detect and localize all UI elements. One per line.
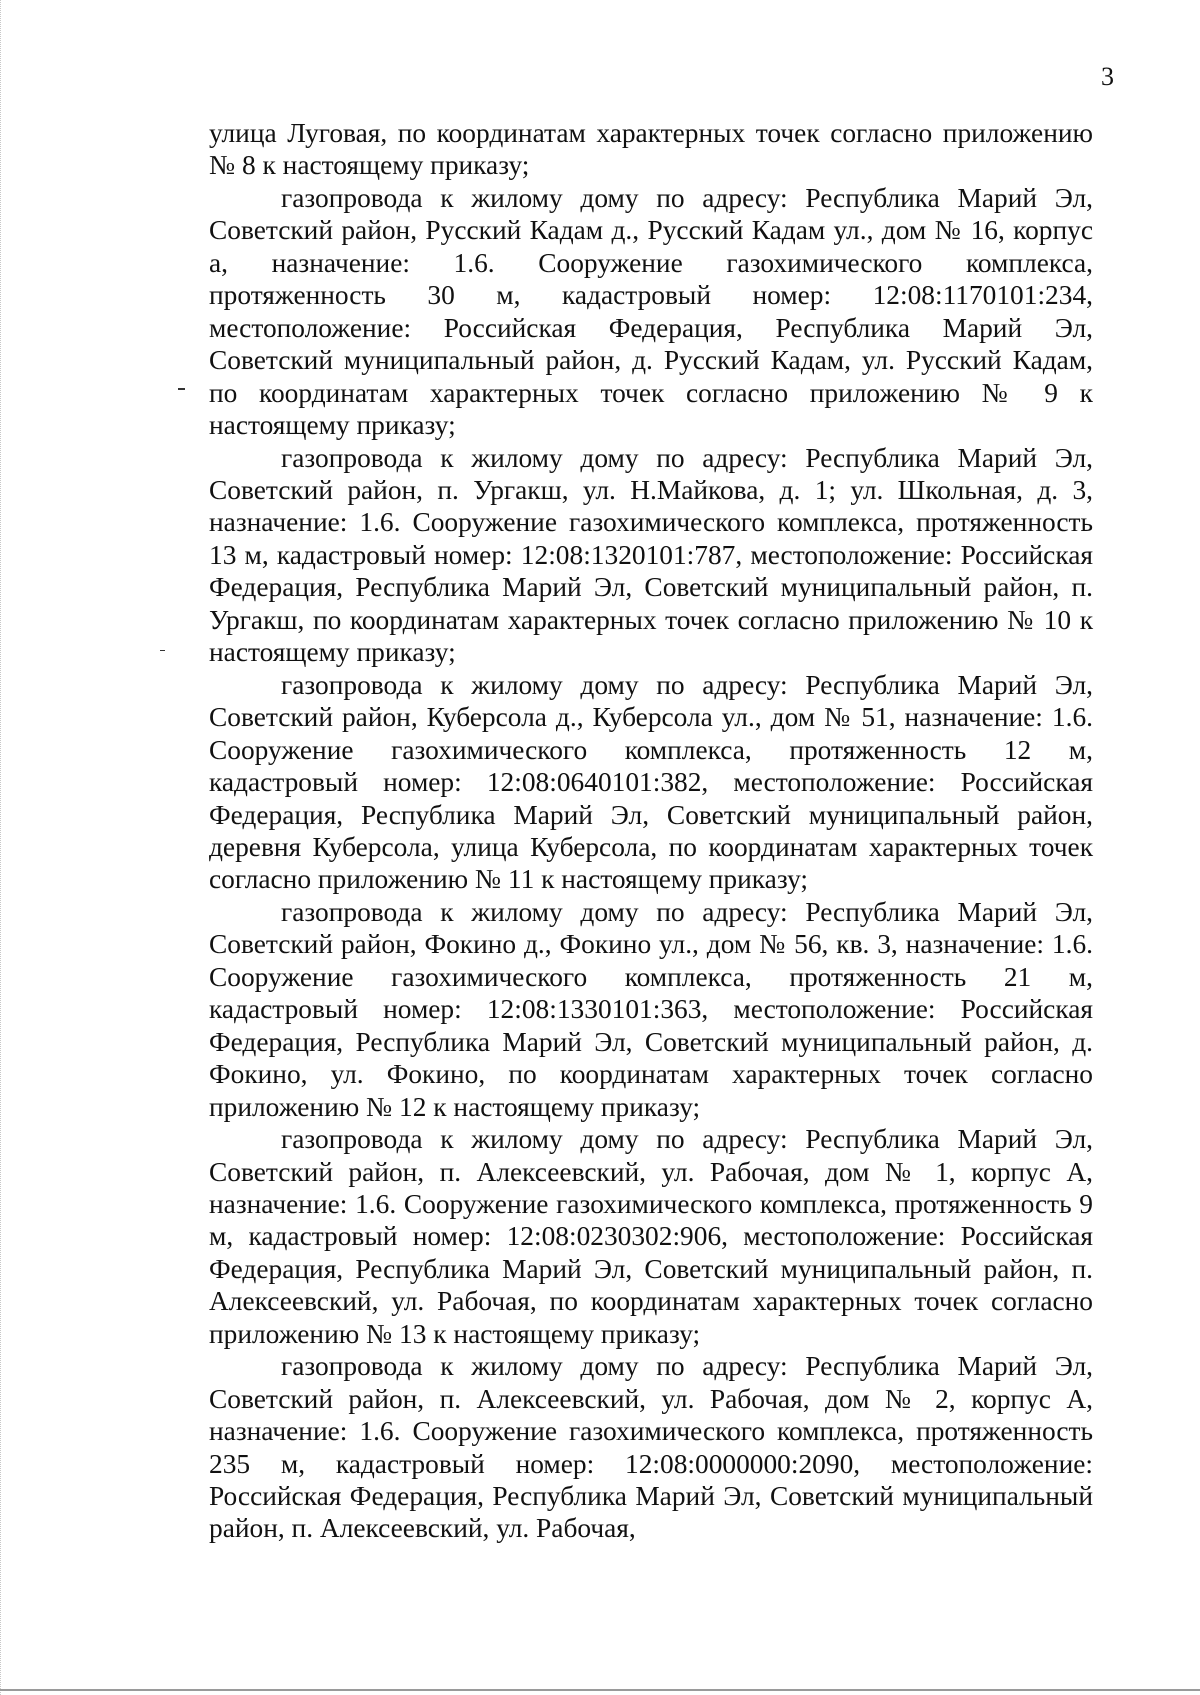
paragraph-item: газопровода к жилому дому по адресу: Республика Марий Эл, Советский район, Куберсола д., Куберсола ул., дом № 51, назначение: 1.6. Сооружение газохимического комплекса, протяженность 12 м, кадастровый номер: 12:08:0640101:382, местоположение: Российская Федерация, Республика Марий Эл, Советский муниципальный район, деревня Куберсола, улица Куберсола, по координатам характерных точек согласно приложению № 11 к настоящему приказу; [209,669,1093,895]
document-body [209,117,1093,1545]
paragraph-item: газопровода к жилому дому по адресу: Республика Марий Эл, Советский район, п. Ургакш, ул. Н.Майкова, д. 1; ул. Школьная, д. 3, назначение: 1.6. Сооружение газохимического комплекса, протяженность 13 м, кадастровый номер: 12:08:1320101:787, местоположение: Российская Федерация, Республика Марий Эл, Советский муниципальный район, п. Ургакш, по координатам характерных точек согласно приложению № 10 к настоящему приказу; [209,442,1093,668]
paragraph-item: газопровода к жилому дому по адресу: Республика Марий Эл, Советский район, п. Алексеевский, ул. Рабочая, дом № 2, корпус А, назначение: 1.6. Сооружение газохимического комплекса, протяженность 235 м, кадастровый номер: 12:08:0000000:2090, местоположение: Российская Федерация, Республика Марий Эл, Советский муниципальный район, п. Алексеевский, ул. Рабочая, [209,1351,1093,1544]
paragraph-item: газопровода к жилому дому по адресу: Республика Марий Эл, Советский район, п. Алексеевский, ул. Рабочая, дом № 1, корпус А, назначение: 1.6. Сооружение газохимического комплекса, протяженность 9 м, кадастровый номер: 12:08:0230302:906, местоположение: Российская Федерация, Республика Марий Эл, Советский муниципальный район, п. Алексеевский, ул. Рабочая, по координатам характерных точек согласно приложению № 13 к настоящему приказу; [209,1124,1093,1349]
scan-mark [178,388,185,390]
paragraph-continuation: улица Луговая, по координатам характерных точек согласно приложению № 8 к настоящему приказу; [209,118,1093,181]
page-number: 3 [1101,62,1114,91]
paragraph-item: газопровода к жилому дому по адресу: Республика Марий Эл, Советский район, Фокино д., Фокино ул., дом № 56, кв. 3, назначение: 1.6. Сооружение газохимического комплекса, протяженность 21 м, кадастровый номер: 12:08:1330101:363, местоположение: Российская Федерация, Республика Марий Эл, Советский муниципальный район, д. Фокино, ул. Фокино, по координатам характерных точек согласно приложению № 12 к настоящему приказу; [209,896,1093,1122]
scan-left-edge [0,0,7,1695]
scan-mark [160,650,165,651]
scan-bottom-edge [0,1689,1200,1691]
paragraph-item: газопровода к жилому дому по адресу: Республика Марий Эл, Советский район, Русский Кадам д., Русский Кадам ул., дом № 16, корпус а, назначение: 1.6. Сооружение газохимического комплекса, протяженность 30 м, кадастровый номер: 12:08:1170101:234, местоположение: Российская Федерация, Республика Марий Эл, Советский муниципальный район, д. Русский Кадам, ул. Русский Кадам, по координатам характерных точек согласно приложению № 9 к настоящему приказу; [209,182,1093,441]
